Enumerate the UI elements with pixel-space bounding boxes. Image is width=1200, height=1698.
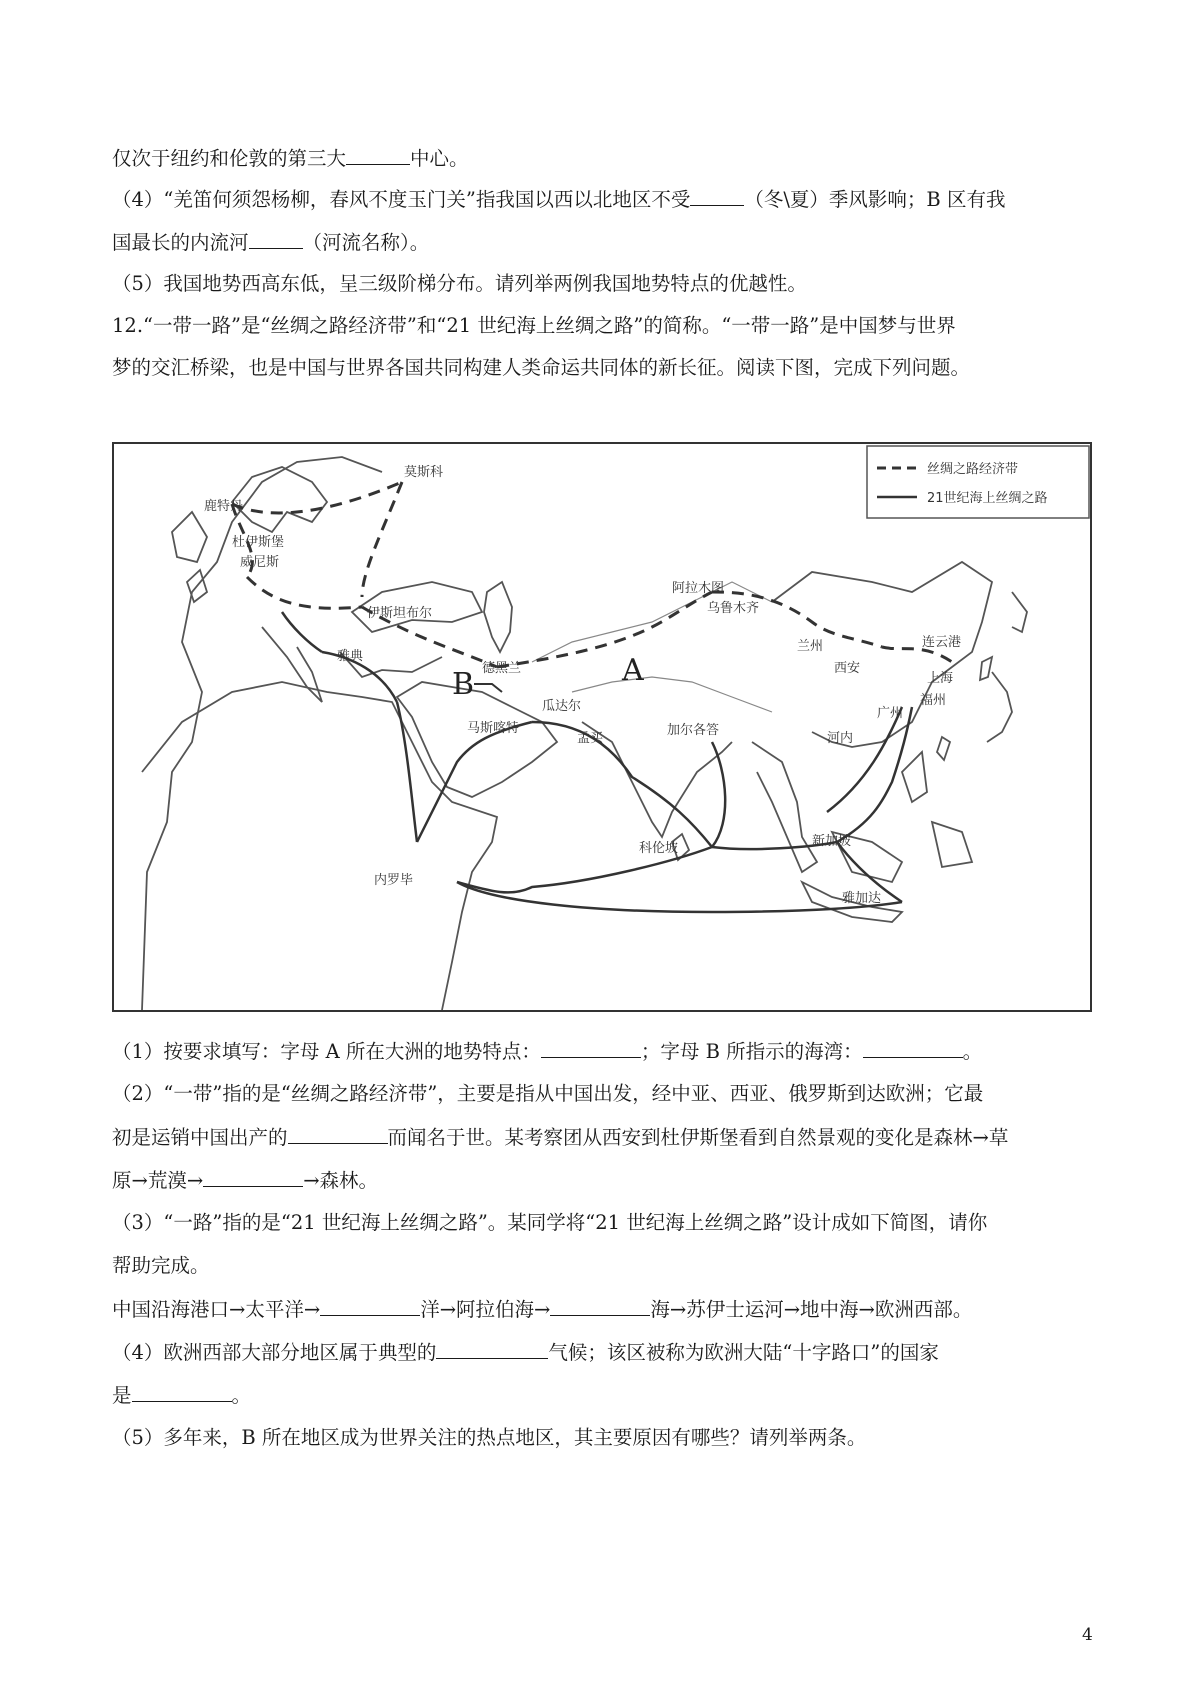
legend-belt-label: 丝绸之路经济带 — [927, 462, 1019, 477]
q12-2-line2: 初是运销中国出产的 而闻名于世。某考察团从西安到杜伊斯堡看到自然景观的变化是森林→草 — [112, 1126, 1009, 1149]
city-lianyungang: 连云港 — [922, 635, 962, 650]
q11-4-line1: （4）“羌笛何须怨杨柳，春风不度玉门关”指我国以西以北地区不受 （冬\夏）季风影响；B 区有我 — [112, 188, 1006, 211]
city-nairobi: 内罗毕 — [374, 873, 414, 888]
letter-b: B — [452, 667, 475, 702]
city-hanoi: 河内 — [827, 731, 854, 746]
page-number: 4 — [1082, 1625, 1093, 1645]
answer-blank[interactable] — [288, 1125, 388, 1144]
q12-4-line1: （4）欧洲西部大部分地区属于典型的 气候；该区被称为欧洲大陆“十字路口”的国家 — [112, 1341, 939, 1364]
city-venice: 威尼斯 — [240, 555, 280, 570]
answer-blank[interactable] — [550, 1297, 650, 1316]
q12-3-line2: 帮助完成。 — [112, 1254, 210, 1277]
q12-3-route: 中国沿海港口→太平洋→ 洋→阿拉伯海→ 海→苏伊士运河→地中海→欧洲西部。 — [112, 1298, 973, 1321]
city-tehran: 德黑兰 — [482, 661, 522, 676]
q12-2-line1: （2）“一带”指的是“丝绸之路经济带”，主要是指从中国出发，经中亚、西亚、俄罗斯到达欧洲；它最 — [112, 1082, 984, 1105]
city-rotterdam: 鹿特丹 — [204, 499, 244, 514]
belt-and-road-map — [112, 442, 1092, 1012]
answer-blank[interactable] — [132, 1383, 232, 1402]
q12-2-line3: 原→荒漠→ →森林。 — [112, 1169, 379, 1192]
city-almaty: 阿拉木图 — [672, 581, 725, 596]
city-lanzhou: 兰州 — [797, 639, 824, 654]
answer-blank[interactable] — [320, 1297, 420, 1316]
city-xian: 西安 — [834, 661, 861, 676]
answer-blank[interactable] — [203, 1168, 303, 1187]
q11-4-line2: 国最长的内流河 （河流名称）。 — [112, 231, 430, 254]
city-colombo: 科伦坡 — [639, 841, 679, 856]
city-moscow: 莫斯科 — [404, 465, 444, 480]
city-duisburg: 杜伊斯堡 — [232, 535, 285, 550]
city-shanghai: 上海 — [927, 671, 954, 686]
answer-blank[interactable] — [690, 187, 744, 206]
answer-blank[interactable] — [436, 1340, 548, 1359]
map-legend — [867, 446, 1089, 518]
city-singapore: 新加坡 — [812, 834, 852, 849]
continuation-line: 仅次于纽约和伦敦的第三大 中心。 — [112, 147, 469, 170]
city-muscat: 马斯喀特 — [467, 721, 520, 736]
legend-road-label: 21世纪海上丝绸之路 — [927, 491, 1048, 506]
q11-5: （5）我国地势西高东低，呈三级阶梯分布。请列举两例我国地势特点的优越性。 — [112, 272, 807, 295]
q12-4-line2: 是 。 — [112, 1384, 252, 1407]
q12-intro-line1: 12.“一带一路”是“丝绸之路经济带”和“21 世纪海上丝绸之路”的简称。“一带一路”是中国梦与世界 — [112, 314, 956, 337]
city-jakarta: 雅加达 — [842, 891, 882, 906]
city-kolkata: 加尔各答 — [667, 723, 720, 738]
answer-blank[interactable] — [249, 230, 303, 249]
answer-blank[interactable] — [541, 1039, 641, 1058]
q12-1: （1）按要求填写：字母 A 所在大洲的地势特点： ；字母 B 所指示的海湾： 。 — [112, 1040, 983, 1063]
answer-blank[interactable] — [346, 146, 410, 165]
q12-intro-line2: 梦的交汇桥梁，也是中国与世界各国共同构建人类命运共同体的新长征。阅读下图，完成下列问题。 — [112, 356, 971, 379]
city-gwadar: 瓜达尔 — [542, 699, 582, 714]
letter-a: A — [622, 653, 644, 688]
city-guangzhou: 广州 — [877, 706, 904, 721]
q12-3-line1: （3）“一路”指的是“21 世纪海上丝绸之路”。某同学将“21 世纪海上丝绸之路”设计成如下简图，请你 — [112, 1211, 988, 1234]
answer-blank[interactable] — [863, 1039, 963, 1058]
city-athens: 雅典 — [337, 649, 364, 664]
city-fuzhou: 福州 — [920, 693, 947, 708]
q12-5: （5）多年来，B 所在地区成为世界关注的热点地区，其主要原因有哪些？请列举两条。 — [112, 1426, 867, 1449]
city-istanbul: 伊斯坦布尔 — [367, 606, 433, 621]
city-urumqi: 乌鲁木齐 — [707, 601, 760, 616]
city-mumbai: 孟买 — [577, 731, 604, 746]
